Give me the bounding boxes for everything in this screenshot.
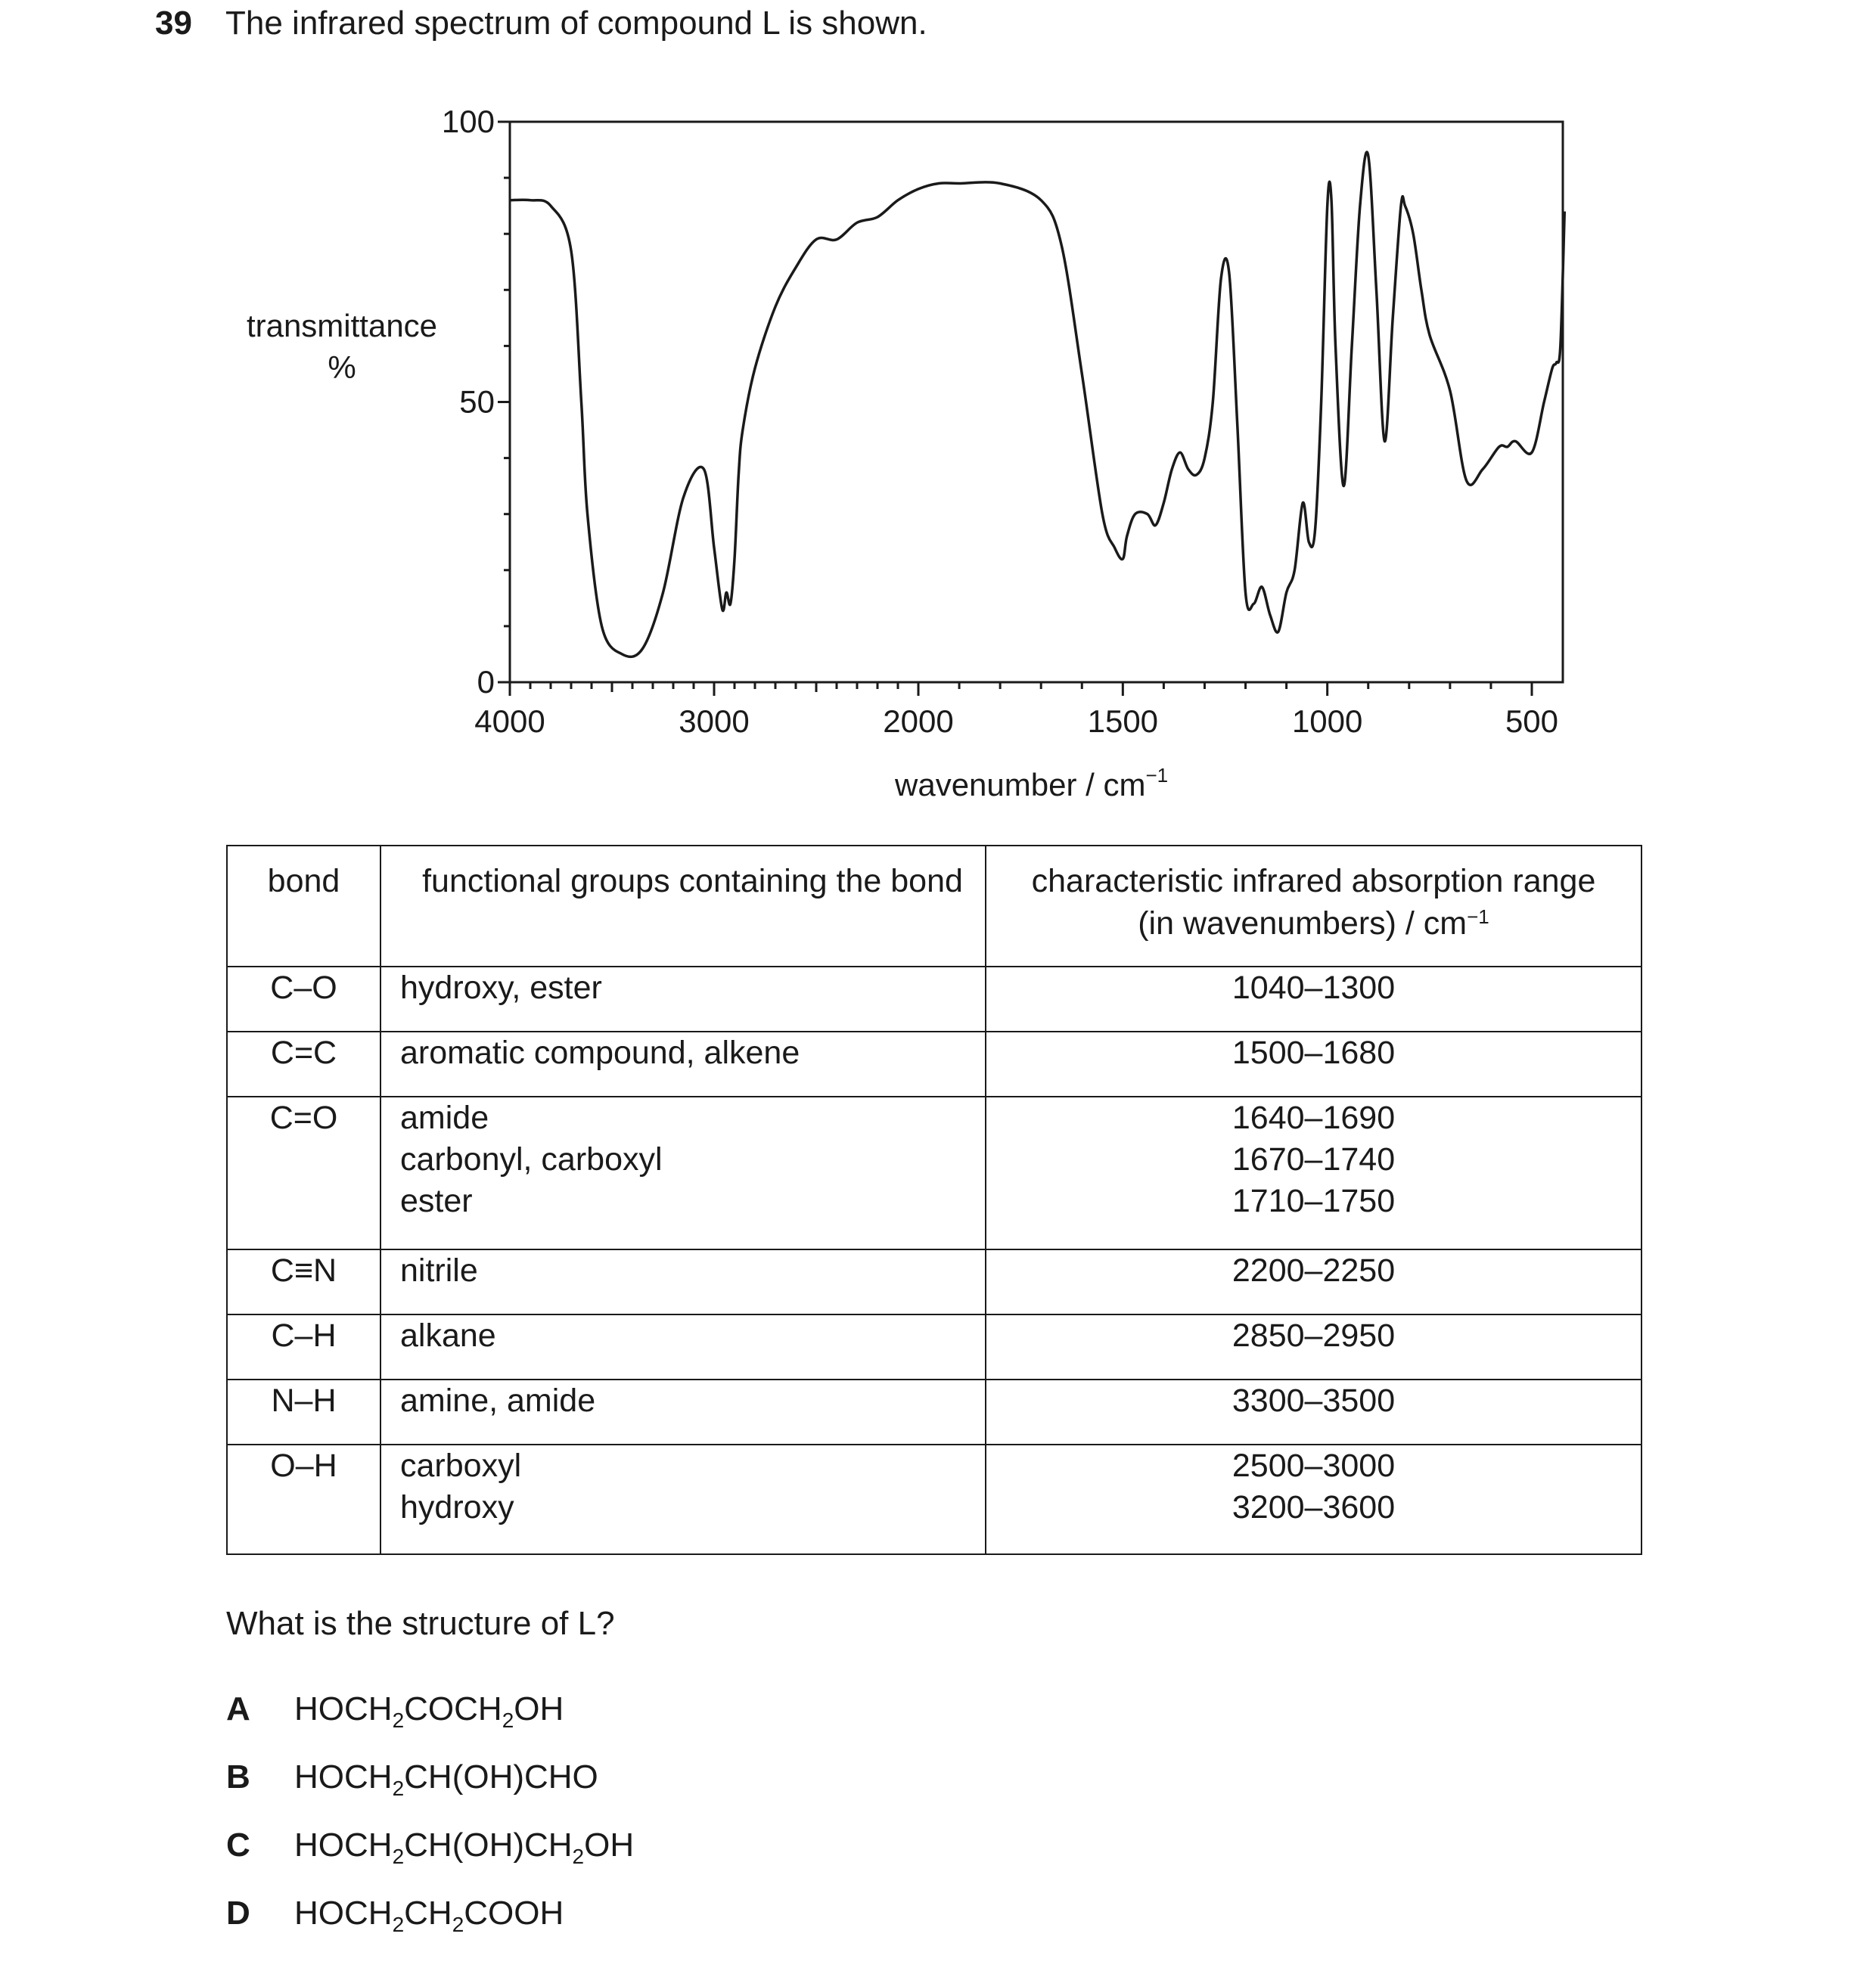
y-tick-label: 100 xyxy=(441,104,495,139)
group-line: aromatic compound, alkene xyxy=(400,1035,800,1071)
y-axis-title-line1: transmittance xyxy=(246,308,438,343)
x-axis-ticks xyxy=(474,682,1558,739)
table-row xyxy=(227,1249,1642,1314)
group-line: amide xyxy=(400,1100,489,1136)
option-a[interactable] xyxy=(226,1690,564,1732)
x-tick-label: 2000 xyxy=(883,703,954,739)
x-axis-title-sup: −1 xyxy=(1145,764,1169,787)
formula-text: CH(OH)CHO xyxy=(404,1758,598,1796)
header-bond: bond xyxy=(227,846,380,967)
header-range-line2-sup: −1 xyxy=(1467,905,1489,928)
groups-cell xyxy=(380,1314,986,1380)
x-tick-label: 1500 xyxy=(1087,703,1159,739)
formula-text: HOCH xyxy=(294,1827,393,1864)
range-cell xyxy=(986,1249,1642,1314)
option-letter: D xyxy=(226,1895,250,1932)
table-row xyxy=(227,1445,1642,1554)
formula-text: COOH xyxy=(464,1895,564,1932)
formula-text: HOCH xyxy=(294,1690,393,1727)
table-header-row xyxy=(227,846,1642,967)
x-tick-label: 1000 xyxy=(1291,703,1363,739)
formula-subscript: 2 xyxy=(452,1913,464,1936)
option-formula xyxy=(294,1690,564,1732)
range-line: 1710–1750 xyxy=(1232,1183,1396,1219)
formula-text: HOCH xyxy=(294,1758,393,1796)
x-tick-label: 500 xyxy=(1505,703,1559,739)
groups-cell xyxy=(380,967,986,1032)
range-line: 3300–3500 xyxy=(1232,1383,1396,1419)
x-axis-title-main: wavenumber / cm xyxy=(895,767,1146,802)
table-row xyxy=(227,1097,1642,1249)
y-axis-ticks xyxy=(442,104,510,700)
range-line: 1670–1740 xyxy=(1232,1141,1396,1178)
option-c[interactable] xyxy=(226,1827,635,1868)
range-line: 2500–3000 xyxy=(1232,1448,1396,1484)
option-formula xyxy=(294,1758,598,1800)
range-cell xyxy=(986,1445,1642,1554)
range-cell xyxy=(986,1314,1642,1380)
bond-cell: C–O xyxy=(227,967,380,1032)
y-tick-label: 0 xyxy=(477,664,495,700)
ir-absorption-table xyxy=(226,845,1642,1555)
group-line: hydroxy, ester xyxy=(400,970,602,1006)
group-line: ester xyxy=(400,1183,473,1219)
range-cell xyxy=(986,1097,1642,1249)
option-formula xyxy=(294,1895,564,1936)
groups-cell xyxy=(380,1380,986,1445)
option-letter: A xyxy=(226,1690,250,1727)
group-line: amine, amide xyxy=(400,1383,596,1419)
formula-subscript: 2 xyxy=(502,1709,514,1732)
bond-cell: C=C xyxy=(227,1032,380,1097)
formula-text: COCH xyxy=(404,1690,502,1727)
formula-text: HOCH xyxy=(294,1895,393,1932)
header-absorption-range xyxy=(986,846,1642,967)
ir-spectrum-chart xyxy=(0,0,1876,817)
formula-text: OH xyxy=(584,1827,635,1864)
formula-subscript: 2 xyxy=(392,1913,405,1936)
group-line: carbonyl, carboxyl xyxy=(400,1141,663,1178)
header-range-line2 xyxy=(986,902,1641,945)
range-cell xyxy=(986,967,1642,1032)
option-letter: C xyxy=(226,1827,250,1864)
table-row xyxy=(227,967,1642,1032)
range-line: 3200–3600 xyxy=(1232,1489,1396,1526)
y-axis-title-line2: % xyxy=(328,349,356,385)
option-b[interactable] xyxy=(226,1758,598,1800)
bond-cell: O–H xyxy=(227,1445,380,1554)
x-tick-label: 3000 xyxy=(679,703,750,739)
y-tick-label: 50 xyxy=(459,383,495,420)
groups-cell xyxy=(380,1445,986,1554)
range-line: 2200–2250 xyxy=(1232,1252,1396,1289)
range-line: 2850–2950 xyxy=(1232,1318,1396,1354)
transmittance-line xyxy=(510,152,1564,656)
group-line: hydroxy xyxy=(400,1489,514,1526)
header-range-line2-text: (in wavenumbers) / cm xyxy=(1138,905,1468,942)
formula-subscript: 2 xyxy=(392,1777,405,1800)
option-formula xyxy=(294,1827,635,1868)
range-line: 1500–1680 xyxy=(1232,1035,1396,1071)
bond-cell: C=O xyxy=(227,1097,380,1249)
formula-text: OH xyxy=(514,1690,564,1727)
x-tick-label: 4000 xyxy=(474,703,545,739)
table-row xyxy=(227,1380,1642,1445)
bond-cell: N–H xyxy=(227,1380,380,1445)
range-line: 1640–1690 xyxy=(1232,1100,1396,1136)
table-row xyxy=(227,1032,1642,1097)
x-axis-title xyxy=(894,764,1168,802)
range-cell xyxy=(986,1032,1642,1097)
header-range-line1: characteristic infrared absorption range xyxy=(1031,863,1596,899)
group-line: carboxyl xyxy=(400,1448,522,1484)
question-number: 39 xyxy=(155,5,192,42)
group-line: nitrile xyxy=(400,1252,478,1289)
groups-cell xyxy=(380,1097,986,1249)
header-functional-groups: functional groups containing the bond xyxy=(380,846,986,967)
bond-cell: C≡N xyxy=(227,1249,380,1314)
bond-cell: C–H xyxy=(227,1314,380,1380)
formula-subscript: 2 xyxy=(572,1845,585,1868)
range-line: 1040–1300 xyxy=(1232,970,1396,1006)
range-cell xyxy=(986,1380,1642,1445)
question-prompt: What is the structure of L? xyxy=(226,1605,615,1642)
formula-subscript: 2 xyxy=(392,1709,405,1732)
option-letter: B xyxy=(226,1758,250,1796)
group-line: alkane xyxy=(400,1318,496,1354)
question-stem: The infrared spectrum of compound L is shown. xyxy=(225,5,927,42)
option-d[interactable] xyxy=(226,1895,564,1936)
groups-cell xyxy=(380,1249,986,1314)
formula-text: CH(OH)CH xyxy=(404,1827,573,1864)
table-row xyxy=(227,1314,1642,1380)
formula-subscript: 2 xyxy=(392,1845,405,1868)
groups-cell xyxy=(380,1032,986,1097)
formula-text: CH xyxy=(404,1895,452,1932)
